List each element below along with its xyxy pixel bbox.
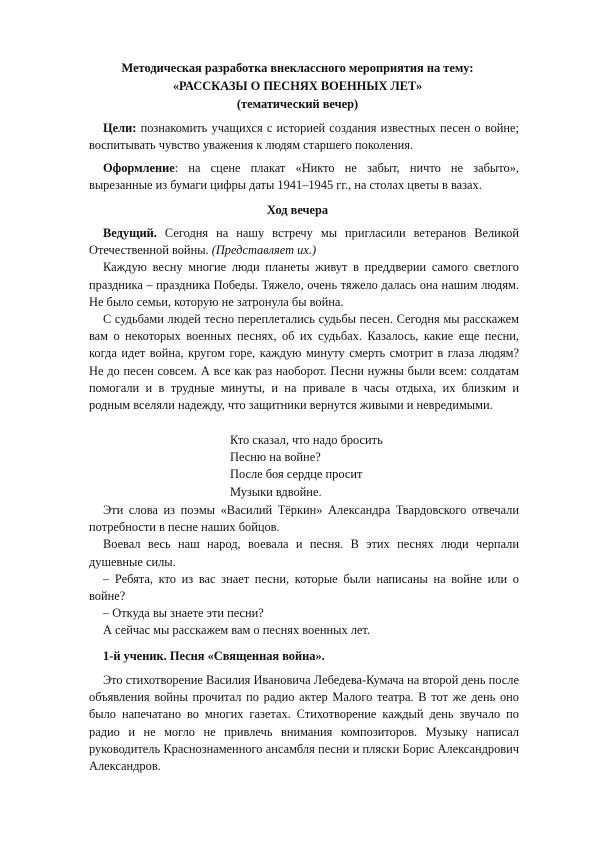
decor-text: : на сцене плакат «Никто не забыт, ничто не забыто», вырезанные из бумаги цифры даты 1941–1945 гг., на столах цветы в вазах.	[89, 161, 519, 193]
decor-paragraph	[89, 160, 519, 194]
paragraph: – Откуда вы знаете эти песни?	[103, 606, 264, 621]
verse-line: После боя сердце просит	[230, 467, 363, 482]
doc-title-line2: «РАССКАЗЫ О ПЕСНЯХ ВОЕННЫХ ЛЕТ»	[172, 79, 423, 93]
student1-heading	[89, 648, 519, 665]
goals-label: Цели:	[103, 121, 137, 135]
goals-paragraph	[89, 120, 519, 154]
section-title: Ход вечера	[266, 203, 329, 217]
paragraph: Воевал весь наш народ, воевала и песня. В этих песнях люди черпали душевные силы.	[89, 537, 519, 569]
host-note: (Представляет их.)	[211, 243, 317, 258]
doc-title-line1: Методическая разработка внеклассного мероприятия на тему:	[121, 61, 474, 75]
host-label: Ведущий.	[103, 226, 157, 240]
paragraph: С судьбами людей тесно переплетались судьбы песен. Сегодня мы расскажем вам о некоторых военных песнях, об их судьбах. Казалось, какие еще песни, когда идет война, кругом горе, каждую минуту смерть смотрит в глаза людям? Не до песен совсем. А все как раз наоборот. Песни нужны были всем: солдатам помогали и в трудные минуты, и на привале в часы отдыха, их близким и родным вселяли надежду, что защитники вернутся живыми и невредимыми.	[89, 312, 519, 413]
body-block-2	[89, 502, 519, 640]
verse-line: Кто сказал, что надо бросить	[230, 433, 383, 447]
verse-line: Песню на войне?	[230, 450, 321, 465]
poem-verse	[230, 432, 480, 501]
student1-title: . Песня «Священная война».	[163, 649, 325, 663]
host-paragraph	[89, 225, 519, 259]
decor-label: Оформление	[103, 161, 175, 175]
body-block-1	[89, 225, 519, 414]
goals-text: познакомить учащихся с историей создания известных песен о войне; воспитывать чувство уважения к людям старшего поколения.	[89, 121, 519, 153]
doc-subtitle: (тематический вечер)	[236, 97, 359, 111]
paragraph: Это стихотворение Василия Ивановича Лебедева-Кумача на второй день после объявления войны прочитал по радио актер Малого театра. В тот же день оно было напечатано во многих газетах. Стихотворение каждый день звучало по радио и не могло не привлечь внимания композиторов. Музыку написал руководитель Краснознаменного ансамбля песни и пляски Борис Александрович Александров.	[89, 673, 519, 774]
paragraph: Эти слова из поэмы «Василий Тёркин» Александра Твардовского отвечали потребности в песне наших бойцов.	[89, 503, 519, 535]
host-text: Сегодня на нашу встречу мы пригласили ветеранов Великой Отечественной войны.	[89, 226, 519, 258]
verse-line: Музыки вдвойне.	[230, 484, 322, 499]
paragraph: А сейчас мы расскажем вам о песнях военных лет.	[103, 623, 371, 638]
student1-label: 1-й ученик	[103, 649, 164, 663]
paragraph: Каждую весну многие люди планеты живут в преддверии самого светлого праздника – праздника Победы. Тяжело, очень тяжело далась она нашим людям. Не было семьи, которую не затронула бы война.	[89, 260, 519, 309]
paragraph: – Ребята, кто из вас знает песни, которые были написаны на войне или о войне?	[89, 571, 519, 604]
